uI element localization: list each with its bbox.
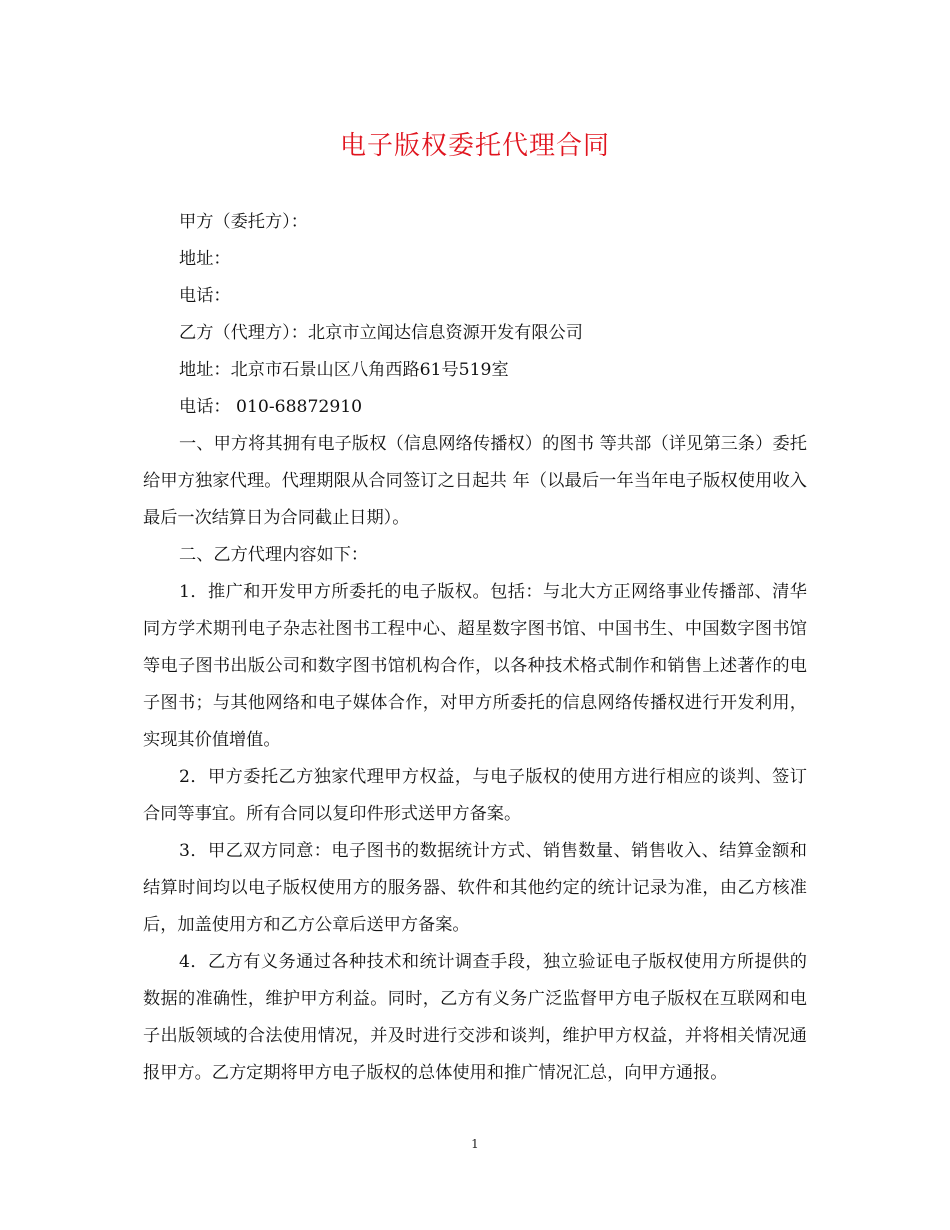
party-b-name: 乙方（代理方）：北京市立闻达信息资源开发有限公司 [179,323,583,343]
document-body [143,204,807,1092]
page-number: 1 [471,1137,479,1151]
party-b-phone: 电话： 010-68872910 [179,397,363,417]
clause-2-item-4: 4．乙方有义务通过各种技术和统计调查手段，独立验证电子版权使用方所提供的数据的准确性，维护甲方利益。同时，乙方有义务广泛监督甲方电子版权在互联网和电子出版领域的合法使用情况，并及时进行交涉和谈判，维护甲方权益，并将相关情况通报甲方。乙方定期将甲方电子版权的总体使用和推广情况汇总，向甲方通报。 [143,952,807,1083]
party-b-address: 地址：北京市石景山区八角西路61号519室 [179,360,509,380]
document-title: 电子版权委托代理合同 [339,131,610,161]
party-a-label: 甲方（委托方）： [179,212,308,232]
clause-2-item-3: 3．甲乙双方同意：电子图书的数据统计方式、销售数量、销售收入、结算金额和结算时间均以电子版权使用方的服务器、软件和其他约定的统计记录为准，由乙方核准后，加盖使用方和乙方公章后送甲方备案。 [143,841,807,935]
clause-2-item-2: 2．甲方委托乙方独家代理甲方权益，与电子版权的使用方进行相应的谈判、签订合同等事宜。所有合同以复印件形式送甲方备案。 [143,767,807,824]
clause-2-heading: 二、乙方代理内容如下： [179,545,369,565]
party-a-address: 地址： [179,249,231,269]
party-a-phone: 电话： [179,286,231,306]
clause-1-paragraph: 一、甲方将其拥有电子版权（信息网络传播权）的图书 等共部（详见第三条）委托给甲方独家代理。代理期限从合同签订之日起共 年（以最后一年当年电子版权使用收入最后一次结算日为合同截止日期）。 [143,434,807,528]
clause-2-item-1: 1．推广和开发甲方所委托的电子版权。包括：与北大方正网络事业传播部、清华同方学术期刊电子杂志社图书工程中心、超星数字图书馆、中国书生、中国数字图书馆等电子图书出版公司和数字图书馆机构合作，以各种技术格式制作和销售上述著作的电子图书；与其他网络和电子媒体合作，对甲方所委托的信息网络传播权进行开发利用，实现其价值增值。 [143,582,807,750]
